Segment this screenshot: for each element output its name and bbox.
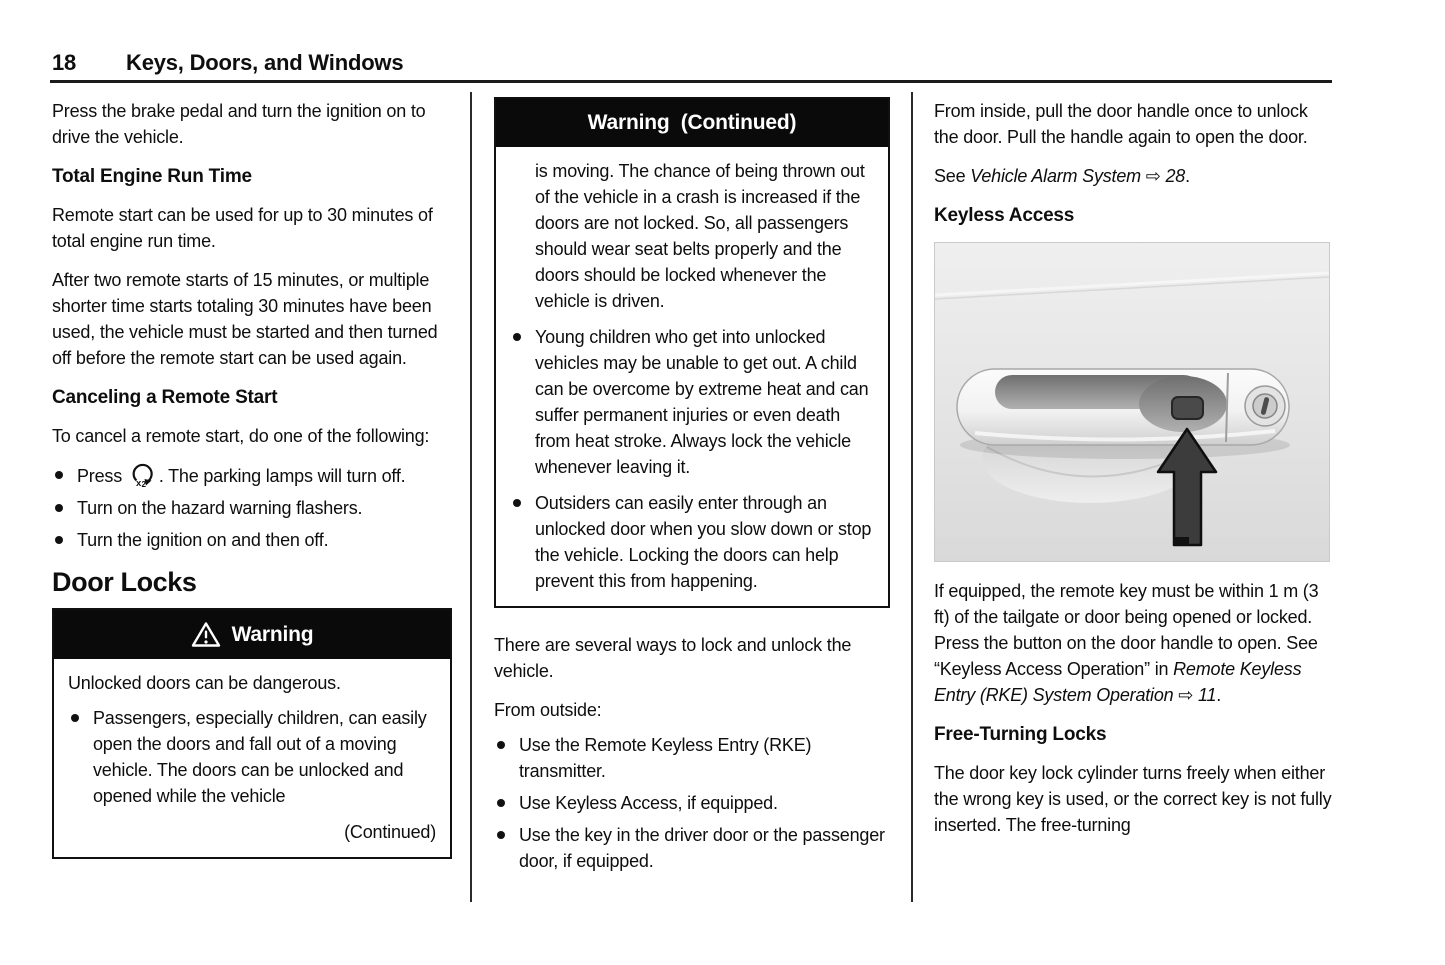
paragraph-after-two-starts: After two remote starts of 15 minutes, or multiple shorter time starts totaling 30 minutes have been used, the vehicle must be started and then turned off before the remote start can be used again. bbox=[52, 270, 438, 368]
remote-start-x2-icon bbox=[128, 462, 158, 488]
warning-continued-note: (Continued) bbox=[344, 822, 436, 842]
heading-canceling-remote-start: Canceling a Remote Start bbox=[52, 387, 278, 408]
warning-continued-body bbox=[496, 147, 888, 606]
warning-box-header bbox=[54, 610, 450, 659]
bullet-dot bbox=[497, 741, 505, 749]
list-item-text-suffix: . The parking lamps will turn off. bbox=[158, 466, 406, 486]
list-item-ignition-on-off bbox=[52, 527, 452, 553]
lock-unlock-options-list bbox=[494, 732, 890, 874]
warning-continued-title: Warning (Continued) bbox=[587, 111, 797, 134]
heading-total-engine-run-time: Total Engine Run Time bbox=[52, 166, 252, 187]
warning-continuation-text: is moving. The chance of being thrown out of the vehicle in a crash is increased if the doors are not locked. So, all passengers should wear seat belts properly and the doors should be locked whenever the vehicle is driven. bbox=[535, 161, 865, 311]
column-1 bbox=[52, 98, 452, 859]
warning-box bbox=[52, 608, 452, 859]
warning-continued-box bbox=[494, 97, 890, 608]
list-item-hazard-flashers bbox=[52, 495, 452, 521]
paragraph-see-vehicle-alarm: See Vehicle Alarm System ⇨ 28. bbox=[934, 166, 1190, 186]
bullet-dot bbox=[513, 499, 521, 507]
list-item-text-prefix: Press bbox=[77, 466, 123, 486]
warning-list-item-outsiders bbox=[510, 490, 874, 594]
cancel-options-list bbox=[52, 462, 452, 553]
warning-triangle-icon bbox=[191, 621, 221, 648]
bullet-dot bbox=[71, 714, 79, 722]
bullet-dot bbox=[55, 504, 63, 512]
paragraph-if-equipped: If equipped, the remote key must be within 1 m (3 ft) of the tailgate or door being opened or locked. Press the button on the door handle to open. See “Keyless Access Operation” in Remote Keyless Entry (RKE) System Operation ⇨ 11. bbox=[934, 581, 1319, 705]
list-item-press-remote-start bbox=[52, 462, 452, 489]
warning-list-item-text: Passengers, especially children, can easily open the doors and fall out of a moving vehicle. The doors can be unlocked and opened while the vehicle bbox=[93, 708, 427, 806]
list-item-rke-transmitter bbox=[494, 732, 890, 784]
door-handle-illustration bbox=[935, 243, 1329, 561]
list-item-text: Turn on the hazard warning flashers. bbox=[77, 498, 363, 518]
list-item-text: Use the Remote Keyless Entry (RKE) transmitter. bbox=[519, 735, 812, 781]
pointer-arrow-base bbox=[1174, 537, 1189, 545]
bullet-dot bbox=[55, 471, 63, 479]
paragraph-to-cancel: To cancel a remote start, do one of the following: bbox=[52, 426, 430, 446]
warning-list-item-passengers bbox=[68, 705, 436, 809]
svg-text:x: x bbox=[135, 478, 141, 488]
bullet-dot bbox=[497, 799, 505, 807]
paragraph-from-outside: From outside: bbox=[494, 700, 602, 720]
bullet-dot bbox=[513, 333, 521, 341]
column-2 bbox=[494, 97, 890, 887]
paragraph-several-ways: There are several ways to lock and unlock the vehicle. bbox=[494, 635, 852, 681]
paragraph-brake-pedal: Press the brake pedal and turn the ignition on to drive the vehicle. bbox=[52, 101, 426, 147]
warning-box-body bbox=[54, 659, 450, 857]
warning-intro: Unlocked doors can be dangerous. bbox=[68, 673, 341, 693]
list-item-text: Use Keyless Access, if equipped. bbox=[519, 793, 778, 813]
column-3 bbox=[934, 98, 1332, 851]
list-item-keyless-access bbox=[494, 790, 890, 816]
warning-title: Warning bbox=[231, 622, 314, 646]
bullet-dot bbox=[55, 536, 63, 544]
heading-door-locks: Door Locks bbox=[52, 567, 197, 597]
paragraph-from-inside: From inside, pull the door handle once to unlock the door. Pull the handle again to open the door. bbox=[934, 101, 1308, 147]
paragraph-remote-start-30: Remote start can be used for up to 30 minutes of total engine run time. bbox=[52, 205, 433, 251]
bullet-dot bbox=[497, 831, 505, 839]
heading-free-turning-locks: Free-Turning Locks bbox=[934, 724, 1107, 745]
column-separator-1 bbox=[470, 92, 472, 902]
warning-list-item-text: Young children who get into unlocked vehicles may be unable to get out. A child can be overcome by extreme heat and can suffer permanent injuries or even death from heat stroke. Always lock the vehicle whenever leaving it. bbox=[535, 327, 869, 477]
keyless-access-button bbox=[1172, 397, 1203, 419]
warning-continued-header bbox=[496, 99, 888, 147]
page-title: Keys, Doors, and Windows bbox=[126, 50, 404, 75]
column-separator-2 bbox=[911, 92, 913, 902]
list-item-text: Use the key in the driver door or the passenger door, if equipped. bbox=[519, 825, 885, 871]
list-item-key-in-door bbox=[494, 822, 890, 874]
heading-keyless-access: Keyless Access bbox=[934, 205, 1075, 226]
svg-text:2: 2 bbox=[141, 480, 146, 488]
warning-list-item-text: Outsiders can easily enter through an unlocked door when you slow down or stop the vehicle. Locking the doors can help prevent this from happening. bbox=[535, 493, 872, 591]
list-item-text: Turn the ignition on and then off. bbox=[77, 530, 329, 550]
paragraph-free-turning: The door key lock cylinder turns freely when either the wrong key is used, or the correct key is not fully inserted. The free-turning bbox=[934, 763, 1332, 835]
door-handle-figure bbox=[934, 242, 1330, 562]
warning-list-item-young-children bbox=[510, 324, 874, 480]
header-rule bbox=[50, 80, 1332, 83]
page-number: 18 bbox=[52, 50, 77, 75]
